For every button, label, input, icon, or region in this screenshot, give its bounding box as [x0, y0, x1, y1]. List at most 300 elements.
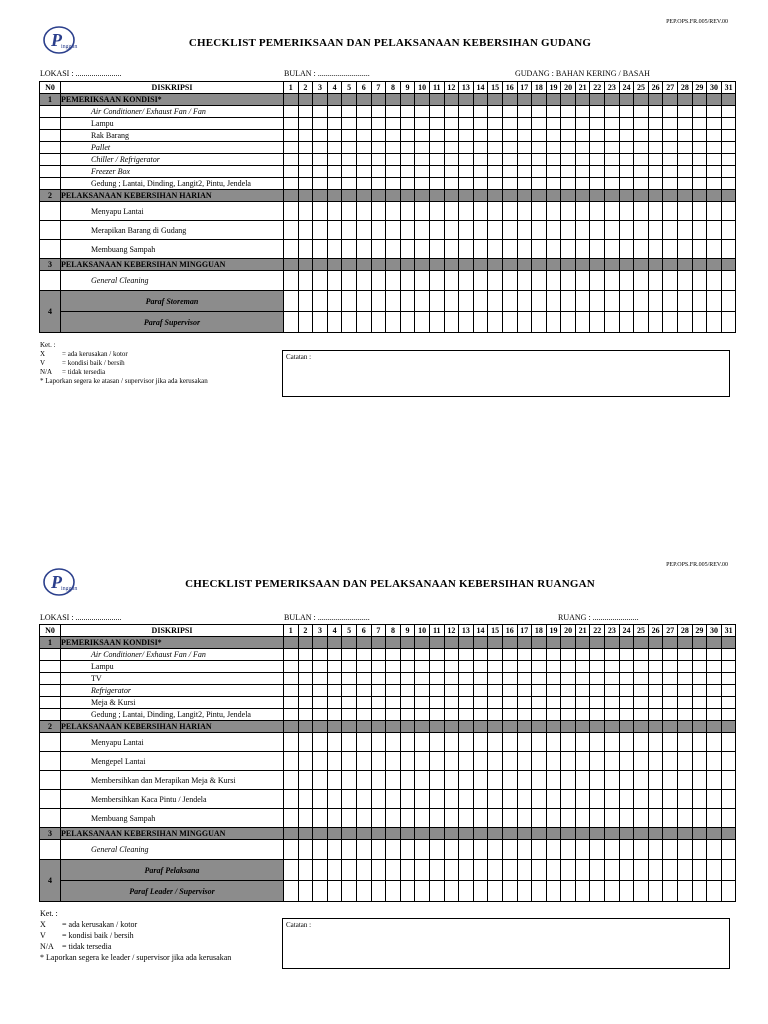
day-cell[interactable]	[473, 881, 488, 902]
day-cell[interactable]	[327, 809, 342, 828]
day-cell[interactable]	[429, 649, 444, 661]
day-cell[interactable]	[298, 752, 313, 771]
day-cell[interactable]	[663, 771, 678, 790]
day-cell[interactable]	[284, 840, 299, 860]
day-cell[interactable]	[400, 709, 415, 721]
day-cell[interactable]	[605, 697, 620, 709]
day-cell[interactable]	[400, 685, 415, 697]
day-cell[interactable]	[721, 752, 736, 771]
day-cell[interactable]	[634, 733, 649, 752]
day-cell[interactable]	[459, 809, 474, 828]
day-cell[interactable]	[648, 709, 663, 721]
day-cell[interactable]	[692, 649, 707, 661]
day-cell[interactable]	[532, 685, 547, 697]
day-cell[interactable]	[678, 697, 693, 709]
day-cell[interactable]	[634, 771, 649, 790]
day-cell[interactable]	[648, 881, 663, 902]
day-cell[interactable]	[721, 771, 736, 790]
day-cell[interactable]	[502, 697, 517, 709]
day-cell[interactable]	[429, 661, 444, 673]
day-cell[interactable]	[634, 881, 649, 902]
day-cell[interactable]	[342, 673, 357, 685]
day-cell[interactable]	[721, 685, 736, 697]
day-cell[interactable]	[444, 673, 459, 685]
day-cell[interactable]	[356, 661, 371, 673]
notes-box[interactable]	[282, 918, 730, 969]
day-cell[interactable]	[707, 649, 722, 661]
day-cell[interactable]	[634, 685, 649, 697]
day-cell[interactable]	[561, 860, 576, 881]
day-cell[interactable]	[575, 673, 590, 685]
day-cell[interactable]	[400, 697, 415, 709]
lokasi-field[interactable]: LOKASI : .......................	[40, 613, 122, 622]
day-cell[interactable]	[386, 881, 401, 902]
day-cell[interactable]	[488, 752, 503, 771]
day-cell[interactable]	[561, 840, 576, 860]
day-cell[interactable]	[313, 733, 328, 752]
day-cell[interactable]	[327, 709, 342, 721]
day-cell[interactable]	[473, 733, 488, 752]
day-cell[interactable]	[663, 685, 678, 697]
day-cell[interactable]	[327, 685, 342, 697]
day-cell[interactable]	[473, 649, 488, 661]
day-cell[interactable]	[400, 790, 415, 809]
day-cell[interactable]	[590, 685, 605, 697]
day-cell[interactable]	[546, 649, 561, 661]
day-cell[interactable]	[575, 840, 590, 860]
day-cell[interactable]	[590, 733, 605, 752]
day-cell[interactable]	[634, 840, 649, 860]
day-cell[interactable]	[663, 752, 678, 771]
day-cell[interactable]	[634, 752, 649, 771]
day-cell[interactable]	[298, 860, 313, 881]
day-cell[interactable]	[313, 661, 328, 673]
day-cell[interactable]	[488, 733, 503, 752]
day-cell[interactable]	[371, 709, 386, 721]
day-cell[interactable]	[721, 733, 736, 752]
day-cell[interactable]	[692, 673, 707, 685]
day-cell[interactable]	[429, 685, 444, 697]
day-cell[interactable]	[663, 860, 678, 881]
day-cell[interactable]	[678, 790, 693, 809]
day-cell[interactable]	[605, 685, 620, 697]
day-cell[interactable]	[517, 860, 532, 881]
day-cell[interactable]	[678, 840, 693, 860]
day-cell[interactable]	[546, 733, 561, 752]
day-cell[interactable]	[663, 881, 678, 902]
day-cell[interactable]	[648, 733, 663, 752]
day-cell[interactable]	[517, 649, 532, 661]
day-cell[interactable]	[415, 661, 430, 673]
day-cell[interactable]	[444, 840, 459, 860]
day-cell[interactable]	[619, 771, 634, 790]
day-cell[interactable]	[619, 709, 634, 721]
day-cell[interactable]	[517, 661, 532, 673]
day-cell[interactable]	[517, 697, 532, 709]
day-cell[interactable]	[532, 840, 547, 860]
day-cell[interactable]	[517, 809, 532, 828]
day-cell[interactable]	[459, 860, 474, 881]
day-cell[interactable]	[619, 685, 634, 697]
day-cell[interactable]	[502, 709, 517, 721]
day-cell[interactable]	[707, 673, 722, 685]
day-cell[interactable]	[546, 673, 561, 685]
day-cell[interactable]	[663, 649, 678, 661]
day-cell[interactable]	[634, 697, 649, 709]
day-cell[interactable]	[502, 661, 517, 673]
day-cell[interactable]	[561, 673, 576, 685]
day-cell[interactable]	[707, 697, 722, 709]
day-cell[interactable]	[284, 790, 299, 809]
day-cell[interactable]	[678, 733, 693, 752]
day-cell[interactable]	[605, 752, 620, 771]
day-cell[interactable]	[327, 649, 342, 661]
day-cell[interactable]	[386, 733, 401, 752]
day-cell[interactable]	[678, 860, 693, 881]
day-cell[interactable]	[502, 881, 517, 902]
day-cell[interactable]	[342, 649, 357, 661]
day-cell[interactable]	[284, 881, 299, 902]
day-cell[interactable]	[575, 809, 590, 828]
day-cell[interactable]	[663, 709, 678, 721]
day-cell[interactable]	[692, 752, 707, 771]
day-cell[interactable]	[429, 752, 444, 771]
day-cell[interactable]	[707, 790, 722, 809]
day-cell[interactable]	[400, 840, 415, 860]
day-cell[interactable]	[313, 790, 328, 809]
day-cell[interactable]	[502, 733, 517, 752]
day-cell[interactable]	[619, 733, 634, 752]
day-cell[interactable]	[692, 697, 707, 709]
day-cell[interactable]	[415, 771, 430, 790]
day-cell[interactable]	[298, 809, 313, 828]
day-cell[interactable]	[488, 771, 503, 790]
day-cell[interactable]	[371, 673, 386, 685]
day-cell[interactable]	[371, 685, 386, 697]
day-cell[interactable]	[459, 661, 474, 673]
day-cell[interactable]	[590, 673, 605, 685]
day-cell[interactable]	[707, 881, 722, 902]
day-cell[interactable]	[298, 771, 313, 790]
day-cell[interactable]	[488, 697, 503, 709]
day-cell[interactable]	[605, 771, 620, 790]
day-cell[interactable]	[371, 661, 386, 673]
day-cell[interactable]	[502, 809, 517, 828]
day-cell[interactable]	[605, 709, 620, 721]
day-cell[interactable]	[678, 685, 693, 697]
day-cell[interactable]	[619, 840, 634, 860]
day-cell[interactable]	[575, 881, 590, 902]
day-cell[interactable]	[371, 860, 386, 881]
day-cell[interactable]	[546, 840, 561, 860]
day-cell[interactable]	[284, 809, 299, 828]
day-cell[interactable]	[356, 840, 371, 860]
day-cell[interactable]	[444, 685, 459, 697]
day-cell[interactable]	[400, 771, 415, 790]
day-cell[interactable]	[605, 790, 620, 809]
day-cell[interactable]	[356, 685, 371, 697]
day-cell[interactable]	[546, 881, 561, 902]
day-cell[interactable]	[648, 860, 663, 881]
day-cell[interactable]	[663, 809, 678, 828]
day-cell[interactable]	[459, 881, 474, 902]
day-cell[interactable]	[575, 709, 590, 721]
day-cell[interactable]	[605, 661, 620, 673]
day-cell[interactable]	[356, 709, 371, 721]
day-cell[interactable]	[298, 790, 313, 809]
day-cell[interactable]	[488, 709, 503, 721]
day-cell[interactable]	[473, 673, 488, 685]
day-cell[interactable]	[532, 661, 547, 673]
day-cell[interactable]	[386, 809, 401, 828]
day-cell[interactable]	[444, 649, 459, 661]
day-cell[interactable]	[415, 840, 430, 860]
day-cell[interactable]	[444, 752, 459, 771]
day-cell[interactable]	[342, 685, 357, 697]
day-cell[interactable]	[561, 685, 576, 697]
day-cell[interactable]	[342, 840, 357, 860]
day-cell[interactable]	[473, 752, 488, 771]
day-cell[interactable]	[575, 649, 590, 661]
day-cell[interactable]	[313, 771, 328, 790]
day-cell[interactable]	[386, 685, 401, 697]
day-cell[interactable]	[546, 771, 561, 790]
day-cell[interactable]	[648, 790, 663, 809]
day-cell[interactable]	[532, 860, 547, 881]
day-cell[interactable]	[327, 752, 342, 771]
day-cell[interactable]	[371, 881, 386, 902]
day-cell[interactable]	[473, 840, 488, 860]
day-cell[interactable]	[561, 771, 576, 790]
day-cell[interactable]	[459, 733, 474, 752]
day-cell[interactable]	[605, 673, 620, 685]
day-cell[interactable]	[386, 697, 401, 709]
day-cell[interactable]	[459, 685, 474, 697]
day-cell[interactable]	[517, 881, 532, 902]
day-cell[interactable]	[546, 697, 561, 709]
day-cell[interactable]	[284, 709, 299, 721]
day-cell[interactable]	[663, 733, 678, 752]
day-cell[interactable]	[459, 697, 474, 709]
day-cell[interactable]	[546, 790, 561, 809]
day-cell[interactable]	[692, 685, 707, 697]
day-cell[interactable]	[473, 809, 488, 828]
day-cell[interactable]	[459, 709, 474, 721]
day-cell[interactable]	[415, 790, 430, 809]
lokasi-field[interactable]: LOKASI : .......................	[40, 69, 122, 78]
day-cell[interactable]	[371, 649, 386, 661]
day-cell[interactable]	[284, 733, 299, 752]
day-cell[interactable]	[561, 661, 576, 673]
day-cell[interactable]	[721, 673, 736, 685]
day-cell[interactable]	[313, 860, 328, 881]
day-cell[interactable]	[313, 752, 328, 771]
day-cell[interactable]	[575, 697, 590, 709]
day-cell[interactable]	[590, 752, 605, 771]
day-cell[interactable]	[444, 661, 459, 673]
day-cell[interactable]	[400, 752, 415, 771]
day-cell[interactable]	[502, 790, 517, 809]
day-cell[interactable]	[342, 661, 357, 673]
day-cell[interactable]	[400, 673, 415, 685]
day-cell[interactable]	[678, 752, 693, 771]
day-cell[interactable]	[473, 771, 488, 790]
day-cell[interactable]	[575, 661, 590, 673]
day-cell[interactable]	[342, 809, 357, 828]
day-cell[interactable]	[721, 881, 736, 902]
day-cell[interactable]	[386, 709, 401, 721]
day-cell[interactable]	[692, 661, 707, 673]
day-cell[interactable]	[342, 881, 357, 902]
day-cell[interactable]	[648, 697, 663, 709]
day-cell[interactable]	[429, 771, 444, 790]
day-cell[interactable]	[356, 649, 371, 661]
day-cell[interactable]	[356, 733, 371, 752]
day-cell[interactable]	[459, 771, 474, 790]
day-cell[interactable]	[284, 752, 299, 771]
day-cell[interactable]	[371, 733, 386, 752]
day-cell[interactable]	[313, 649, 328, 661]
day-cell[interactable]	[678, 709, 693, 721]
day-cell[interactable]	[707, 860, 722, 881]
day-cell[interactable]	[663, 673, 678, 685]
day-cell[interactable]	[342, 790, 357, 809]
day-cell[interactable]	[634, 790, 649, 809]
day-cell[interactable]	[415, 733, 430, 752]
day-cell[interactable]	[429, 709, 444, 721]
day-cell[interactable]	[517, 709, 532, 721]
day-cell[interactable]	[444, 809, 459, 828]
day-cell[interactable]	[546, 685, 561, 697]
day-cell[interactable]	[648, 673, 663, 685]
day-cell[interactable]	[517, 673, 532, 685]
day-cell[interactable]	[634, 709, 649, 721]
day-cell[interactable]	[605, 733, 620, 752]
day-cell[interactable]	[342, 771, 357, 790]
day-cell[interactable]	[532, 790, 547, 809]
day-cell[interactable]	[634, 860, 649, 881]
day-cell[interactable]	[619, 697, 634, 709]
day-cell[interactable]	[298, 673, 313, 685]
day-cell[interactable]	[605, 649, 620, 661]
day-cell[interactable]	[459, 649, 474, 661]
day-cell[interactable]	[590, 840, 605, 860]
bulan-field[interactable]: BULAN : ..........................	[284, 69, 370, 78]
day-cell[interactable]	[561, 809, 576, 828]
day-cell[interactable]	[634, 809, 649, 828]
day-cell[interactable]	[517, 790, 532, 809]
day-cell[interactable]	[561, 649, 576, 661]
day-cell[interactable]	[342, 752, 357, 771]
day-cell[interactable]	[590, 860, 605, 881]
day-cell[interactable]	[561, 709, 576, 721]
day-cell[interactable]	[284, 649, 299, 661]
day-cell[interactable]	[648, 661, 663, 673]
day-cell[interactable]	[619, 809, 634, 828]
day-cell[interactable]	[488, 661, 503, 673]
day-cell[interactable]	[561, 790, 576, 809]
day-cell[interactable]	[561, 697, 576, 709]
day-cell[interactable]	[605, 809, 620, 828]
day-cell[interactable]	[692, 709, 707, 721]
day-cell[interactable]	[590, 790, 605, 809]
day-cell[interactable]	[327, 771, 342, 790]
day-cell[interactable]	[444, 771, 459, 790]
day-cell[interactable]	[619, 752, 634, 771]
day-cell[interactable]	[707, 709, 722, 721]
day-cell[interactable]	[692, 881, 707, 902]
day-cell[interactable]	[619, 649, 634, 661]
day-cell[interactable]	[561, 733, 576, 752]
day-cell[interactable]	[648, 649, 663, 661]
day-cell[interactable]	[575, 771, 590, 790]
day-cell[interactable]	[356, 809, 371, 828]
day-cell[interactable]	[415, 881, 430, 902]
day-cell[interactable]	[634, 673, 649, 685]
day-cell[interactable]	[678, 649, 693, 661]
day-cell[interactable]	[327, 790, 342, 809]
day-cell[interactable]	[415, 649, 430, 661]
day-cell[interactable]	[356, 881, 371, 902]
day-cell[interactable]	[386, 673, 401, 685]
day-cell[interactable]	[678, 881, 693, 902]
day-cell[interactable]	[356, 771, 371, 790]
day-cell[interactable]	[356, 790, 371, 809]
day-cell[interactable]	[502, 752, 517, 771]
day-cell[interactable]	[546, 661, 561, 673]
day-cell[interactable]	[298, 709, 313, 721]
day-cell[interactable]	[313, 840, 328, 860]
day-cell[interactable]	[371, 752, 386, 771]
day-cell[interactable]	[707, 771, 722, 790]
day-cell[interactable]	[532, 752, 547, 771]
day-cell[interactable]	[284, 697, 299, 709]
day-cell[interactable]	[532, 733, 547, 752]
day-cell[interactable]	[429, 790, 444, 809]
day-cell[interactable]	[356, 673, 371, 685]
day-cell[interactable]	[444, 733, 459, 752]
day-cell[interactable]	[648, 840, 663, 860]
day-cell[interactable]	[473, 685, 488, 697]
day-cell[interactable]	[502, 673, 517, 685]
day-cell[interactable]	[517, 733, 532, 752]
day-cell[interactable]	[721, 697, 736, 709]
day-cell[interactable]	[546, 709, 561, 721]
day-cell[interactable]	[298, 881, 313, 902]
day-cell[interactable]	[663, 840, 678, 860]
day-cell[interactable]	[473, 697, 488, 709]
day-cell[interactable]	[488, 790, 503, 809]
day-cell[interactable]	[532, 673, 547, 685]
day-cell[interactable]	[371, 790, 386, 809]
day-cell[interactable]	[721, 790, 736, 809]
day-cell[interactable]	[313, 709, 328, 721]
day-cell[interactable]	[692, 771, 707, 790]
day-cell[interactable]	[400, 733, 415, 752]
day-cell[interactable]	[327, 661, 342, 673]
day-cell[interactable]	[356, 752, 371, 771]
day-cell[interactable]	[721, 809, 736, 828]
day-cell[interactable]	[678, 771, 693, 790]
day-cell[interactable]	[707, 733, 722, 752]
day-cell[interactable]	[707, 840, 722, 860]
day-cell[interactable]	[488, 649, 503, 661]
day-cell[interactable]	[429, 840, 444, 860]
day-cell[interactable]	[386, 649, 401, 661]
day-cell[interactable]	[575, 733, 590, 752]
day-cell[interactable]	[532, 649, 547, 661]
day-cell[interactable]	[473, 790, 488, 809]
